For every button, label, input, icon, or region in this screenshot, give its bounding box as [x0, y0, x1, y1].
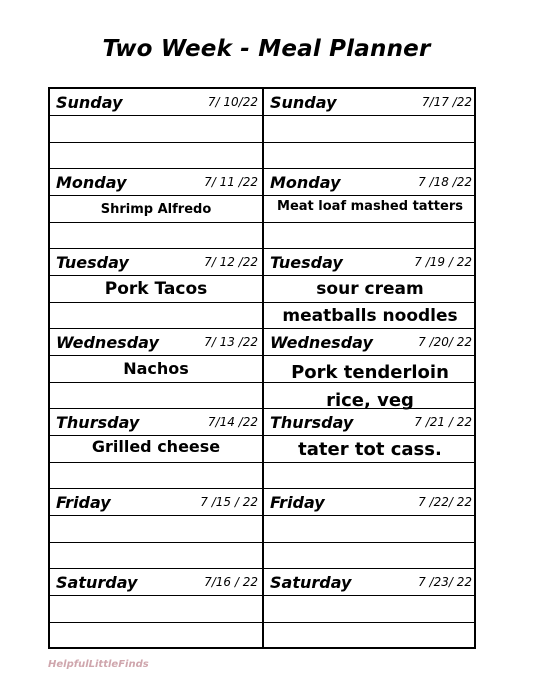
date: 7 /18 /22	[418, 175, 472, 189]
meal-planner-grid	[48, 87, 476, 649]
day-block-monday	[264, 169, 476, 249]
meal-entry: tater tot cass.	[298, 439, 442, 460]
day-name: Monday	[56, 172, 127, 192]
meal-entry-line1: sour cream	[316, 279, 424, 299]
meal-entry-line2: meatballs noodles	[282, 306, 458, 326]
date: 7 /21 / 22	[414, 415, 472, 429]
day-name: Wednesday	[270, 332, 373, 352]
day-block-sunday	[264, 89, 476, 169]
date: 7 /22/ 22	[418, 495, 472, 509]
day-name: Sunday	[270, 92, 337, 112]
meal-entry: Shrimp Alfredo	[100, 202, 212, 217]
date: 7/ 12 /22	[204, 255, 258, 269]
meal-entry-line1: Pork tenderloin	[291, 362, 449, 383]
meal-entry-line2: rice, veg	[326, 390, 414, 411]
day-name: Tuesday	[270, 252, 343, 272]
meal-entry: Grilled cheese	[91, 437, 221, 456]
day-block-saturday	[264, 569, 476, 649]
date: 7/14 /22	[207, 415, 258, 429]
day-block-tuesday	[264, 249, 476, 329]
day-block-wednesday	[50, 329, 262, 409]
watermark: HelpfulLittleFinds	[48, 659, 149, 670]
meal-entry: Nachos	[123, 359, 189, 378]
day-name: Friday	[270, 492, 325, 512]
day-block-thursday	[50, 409, 262, 489]
day-block-sunday	[50, 89, 262, 169]
day-name: Monday	[270, 172, 341, 192]
meal-entry: Meat loaf mashed tatters	[277, 199, 463, 214]
date: 7/17 /22	[421, 95, 472, 109]
day-name: Tuesday	[56, 252, 129, 272]
day-name: Thursday	[270, 412, 354, 432]
day-name: Saturday	[56, 572, 138, 592]
week-two-column	[264, 89, 476, 647]
day-block-tuesday	[50, 249, 262, 329]
date: 7/ 11 /22	[204, 175, 258, 189]
day-name: Sunday	[56, 92, 123, 112]
day-name: Friday	[56, 492, 111, 512]
day-name: Wednesday	[56, 332, 159, 352]
week-one-column	[50, 89, 262, 647]
date: 7 /19 / 22	[414, 255, 472, 269]
day-block-friday	[50, 489, 262, 569]
date: 7/ 10/22	[207, 95, 258, 109]
page-title: Two Week - Meal Planner	[102, 36, 431, 62]
day-block-monday	[50, 169, 262, 249]
day-name: Thursday	[56, 412, 140, 432]
day-block-saturday	[50, 569, 262, 649]
day-name: Saturday	[270, 572, 352, 592]
day-block-friday	[264, 489, 476, 569]
day-block-thursday	[264, 409, 476, 489]
day-block-wednesday	[264, 329, 476, 409]
date: 7/16 / 22	[204, 575, 258, 589]
date: 7 /23/ 22	[418, 575, 472, 589]
date: 7 /20/ 22	[418, 335, 472, 349]
date: 7/ 13 /22	[204, 335, 258, 349]
date: 7 /15 / 22	[200, 495, 258, 509]
meal-entry: Pork Tacos	[104, 279, 208, 299]
